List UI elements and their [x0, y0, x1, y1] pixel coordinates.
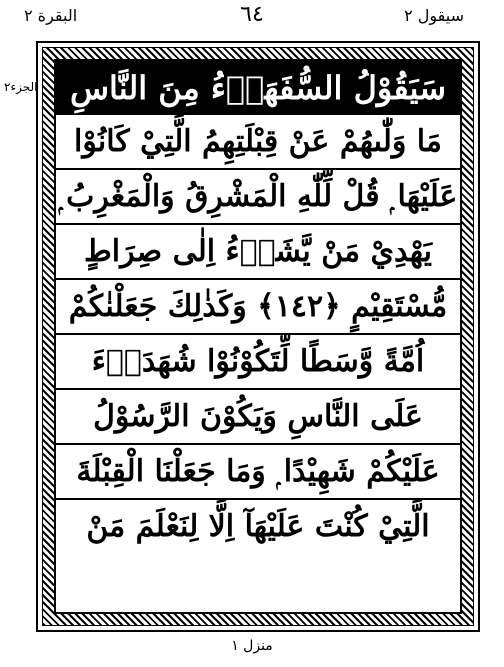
verse-line-6: عَلَى النَّاسِ وَيَكُوْنَ الرَّسُوْلُ [93, 399, 423, 434]
verse-line-3: يَهْدِيْ مَنْ يَّشَاۗءُ اِلٰى صِرَاطٍ [84, 234, 432, 269]
verse-line-8: الَّتِيْ كُنْتَ عَلَيْهَآ اِلَّا لِنَعْلَمَ مَنْ [86, 509, 430, 544]
verse-line-4: مُّسْتَقِيْمٍ ﴿١٤٢﴾ وَكَذٰلِكَ جَعَلْنٰكُمْ [68, 289, 448, 324]
verse-line-5: اُمَّةً وَّسَطًا لِّتَكُوْنُوْا شُهَدَاۗءَ [91, 344, 425, 379]
text-panel [54, 59, 462, 614]
header-juz-name: سیقول ٢ [404, 6, 464, 25]
manzil-footer: منزل ١ [231, 638, 273, 654]
juz-title-banner: سَيَقُوْلُ السُّفَهَاۗءُ مِنَ النَّاسِ [56, 61, 460, 115]
verse-line-7: عَلَيْكُمْ شَهِيْدًا ۭ وَمَا جَعَلْنَا الْقِبْلَةَ [76, 454, 440, 489]
juz-side-mark: الجزء٢ [4, 80, 38, 94]
verse-line-2: عَلَيْهَا ۭ قُلْ لِّلّٰهِ الْمَشْرِقُ وَالْمَغْرِبُ ۭ [58, 179, 458, 214]
header-surah-name: البقرة ٢ [24, 6, 78, 25]
verse-line-1: مَا وَلّٰىهُمْ عَنْ قِبْلَتِهِمُ الَّتِيْ كَانُوْا [74, 124, 442, 159]
page-number: ٦٤ [240, 2, 264, 27]
